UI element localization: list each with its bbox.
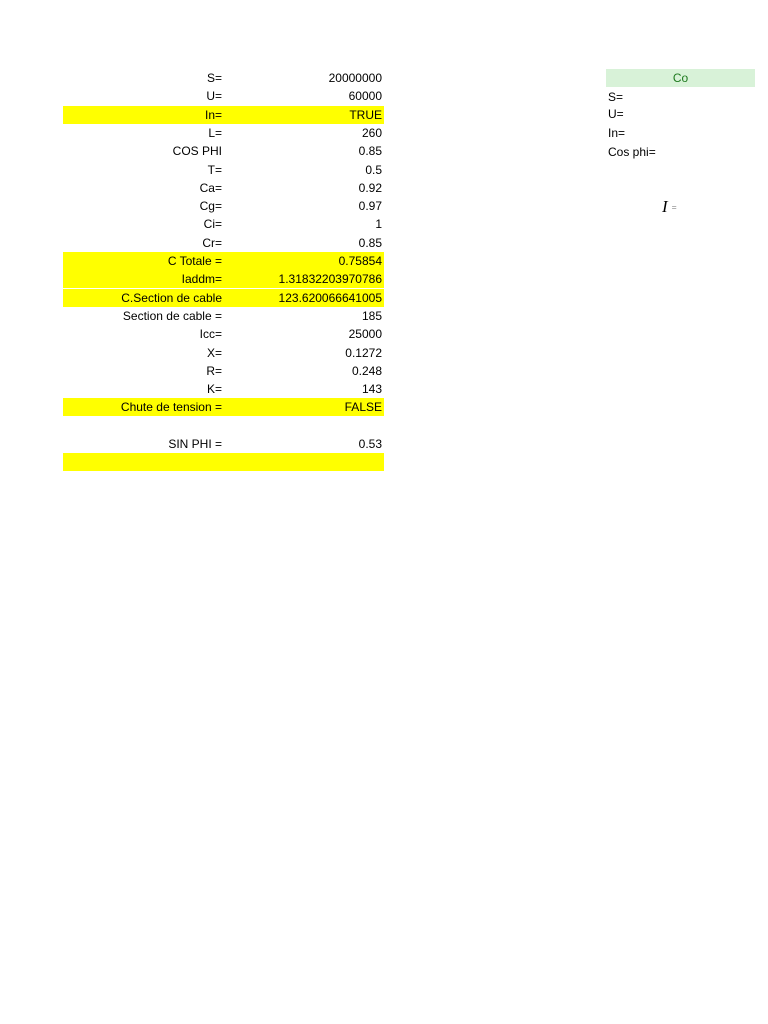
table-row <box>63 344 384 362</box>
right-label-u[interactable]: U= <box>608 107 624 121</box>
row-label-cell[interactable]: U= <box>206 89 222 104</box>
table-row <box>63 398 384 416</box>
formula-symbol: I <box>662 197 668 216</box>
row-value-cell[interactable]: 1.31832203970786 <box>278 272 382 287</box>
table-row <box>63 417 384 435</box>
formula-image <box>662 197 677 217</box>
row-label-cell[interactable]: Cg= <box>199 199 222 214</box>
row-label-cell[interactable]: In= <box>204 107 222 122</box>
table-row <box>63 362 384 380</box>
row-value-cell[interactable]: 0.97 <box>358 199 382 214</box>
row-value-cell[interactable]: 0.85 <box>358 235 382 250</box>
row-label-cell[interactable]: SIN PHI = <box>168 437 222 451</box>
table-row <box>63 307 384 325</box>
row-value-cell[interactable]: 60000 <box>348 89 382 104</box>
row-value-cell[interactable] <box>222 453 382 471</box>
row-label-cell[interactable]: K= <box>206 382 222 397</box>
table-row <box>63 380 384 398</box>
row-label-cell[interactable]: Iaddm= <box>181 272 222 287</box>
row-value-cell[interactable]: 0.75854 <box>338 254 382 268</box>
row-label-cell[interactable]: Ca= <box>199 180 222 195</box>
row-value-cell[interactable]: 1 <box>375 217 382 232</box>
row-label-cell[interactable]: COS PHI <box>172 144 222 159</box>
table-row <box>63 453 384 471</box>
row-value-cell[interactable]: 185 <box>361 308 382 323</box>
row-label-cell[interactable]: T= <box>207 162 222 177</box>
row-value-cell[interactable]: TRUE <box>349 107 382 122</box>
row-label-cell[interactable]: L= <box>208 125 222 140</box>
right-label-in[interactable]: In= <box>608 126 626 140</box>
right-label-s[interactable]: S= <box>608 90 624 104</box>
row-label-cell[interactable]: R= <box>206 363 222 378</box>
row-label-cell[interactable]: C Totale = <box>167 254 222 268</box>
row-value-cell[interactable]: 260 <box>361 125 382 140</box>
row-label-cell[interactable]: Ci= <box>203 217 222 232</box>
row-label-cell[interactable]: C.Section de cable <box>121 290 222 305</box>
row-value-cell[interactable]: 0.53 <box>358 437 382 451</box>
table-row <box>63 197 384 215</box>
table-row <box>63 435 384 453</box>
table-row <box>63 142 384 160</box>
table-row <box>63 252 384 270</box>
row-value-cell[interactable]: 0.5 <box>365 162 382 177</box>
table-row <box>63 179 384 197</box>
row-value-cell[interactable]: 25000 <box>348 327 382 342</box>
row-label-cell[interactable]: Chute de tension = <box>120 400 222 415</box>
table-row <box>63 289 384 307</box>
row-value-cell[interactable]: 123.620066641005 <box>278 290 382 305</box>
row-label-cell[interactable]: X= <box>206 345 222 360</box>
table-row <box>63 270 384 288</box>
row-label-cell[interactable]: S= <box>206 71 222 85</box>
row-value-cell[interactable]: 20000000 <box>328 71 382 85</box>
row-label-cell[interactable] <box>63 417 222 435</box>
table-row <box>63 87 384 105</box>
row-value-cell[interactable]: 0.1272 <box>345 345 382 360</box>
row-label-cell[interactable]: Section de cable = <box>122 308 222 323</box>
table-row <box>63 69 384 87</box>
table-row <box>63 234 384 252</box>
table-row <box>63 124 384 142</box>
row-value-cell[interactable]: 0.248 <box>351 363 382 378</box>
row-value-cell[interactable]: 0.85 <box>358 144 382 159</box>
right-panel-header[interactable]: Co <box>606 69 755 87</box>
table-row <box>63 161 384 179</box>
table-row <box>63 106 384 124</box>
row-value-cell[interactable]: FALSE <box>344 400 382 415</box>
row-label-cell[interactable] <box>63 453 222 471</box>
row-label-cell[interactable]: Cr= <box>202 235 222 250</box>
formula-equals: = <box>671 203 677 214</box>
table-row <box>63 215 384 233</box>
row-value-cell[interactable]: 0.92 <box>358 180 382 195</box>
row-value-cell[interactable] <box>222 417 382 435</box>
table-row <box>63 325 384 343</box>
row-value-cell[interactable]: 143 <box>361 382 382 397</box>
right-label-cos-phi[interactable]: Cos phi= <box>608 145 656 159</box>
row-label-cell[interactable]: Icc= <box>199 327 222 342</box>
